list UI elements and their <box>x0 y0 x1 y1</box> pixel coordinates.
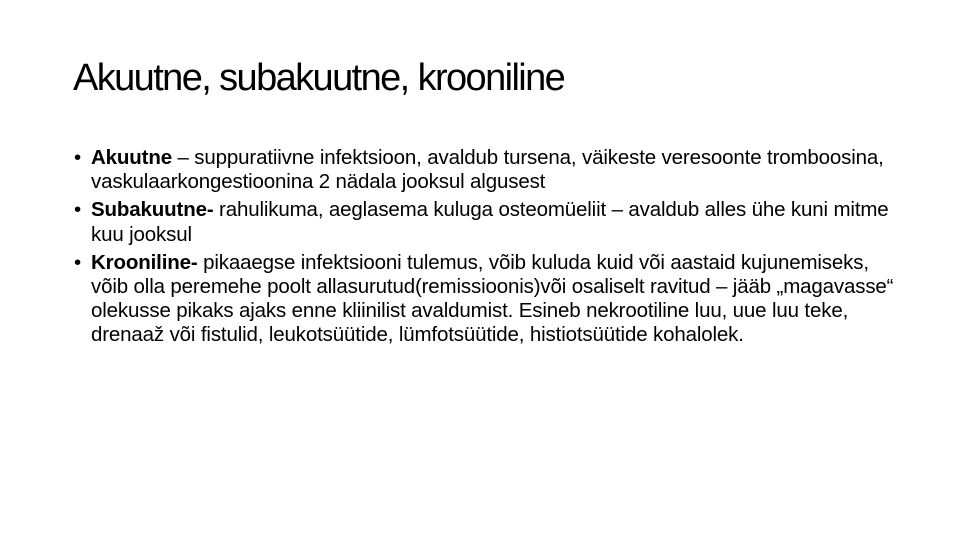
bullet-text: pikaaegse infektsiooni tulemus, võib kuluda kuid või aastaid kujunemiseks, võib olla peremehe poolt allasurutud(remissioonis)või osaliselt ravitud – jääb „magavasse“ olekusse pikaks ajaks enne kliinilist avaldumist. Esineb nekrootiline luu, uue luu teke, drenaaž või fistulid, leukotsüütide, lümfotsüütide, histiotsüütide kohalolek. <box>91 250 894 347</box>
bullet-term: Subakuutne- <box>91 198 214 222</box>
bullet-akuutne <box>74 146 894 194</box>
slide-title: Akuutne, subakuutne, krooniline <box>73 57 565 99</box>
bullet-list <box>74 146 894 352</box>
bullet-term: Krooniline- <box>91 250 198 274</box>
bullet-subakuutne <box>74 198 894 246</box>
bullet-text: – suppuratiivne infektsioon, avaldub tursena, väikeste veresoonte tromboosina, vaskulaarkongestioonina 2 nädala jooksul algusest <box>91 146 884 194</box>
bullet-dot-icon: • <box>74 146 82 169</box>
bullet-term: Akuutne <box>91 146 172 169</box>
bullet-dot-icon: • <box>74 198 82 222</box>
bullet-text: rahulikuma, aeglasema kuluga osteomüeliit – avaldub alles ühe kuni mitme kuu jooksul <box>91 198 889 246</box>
bullet-dot-icon: • <box>74 250 82 274</box>
bullet-krooniline <box>74 251 894 348</box>
